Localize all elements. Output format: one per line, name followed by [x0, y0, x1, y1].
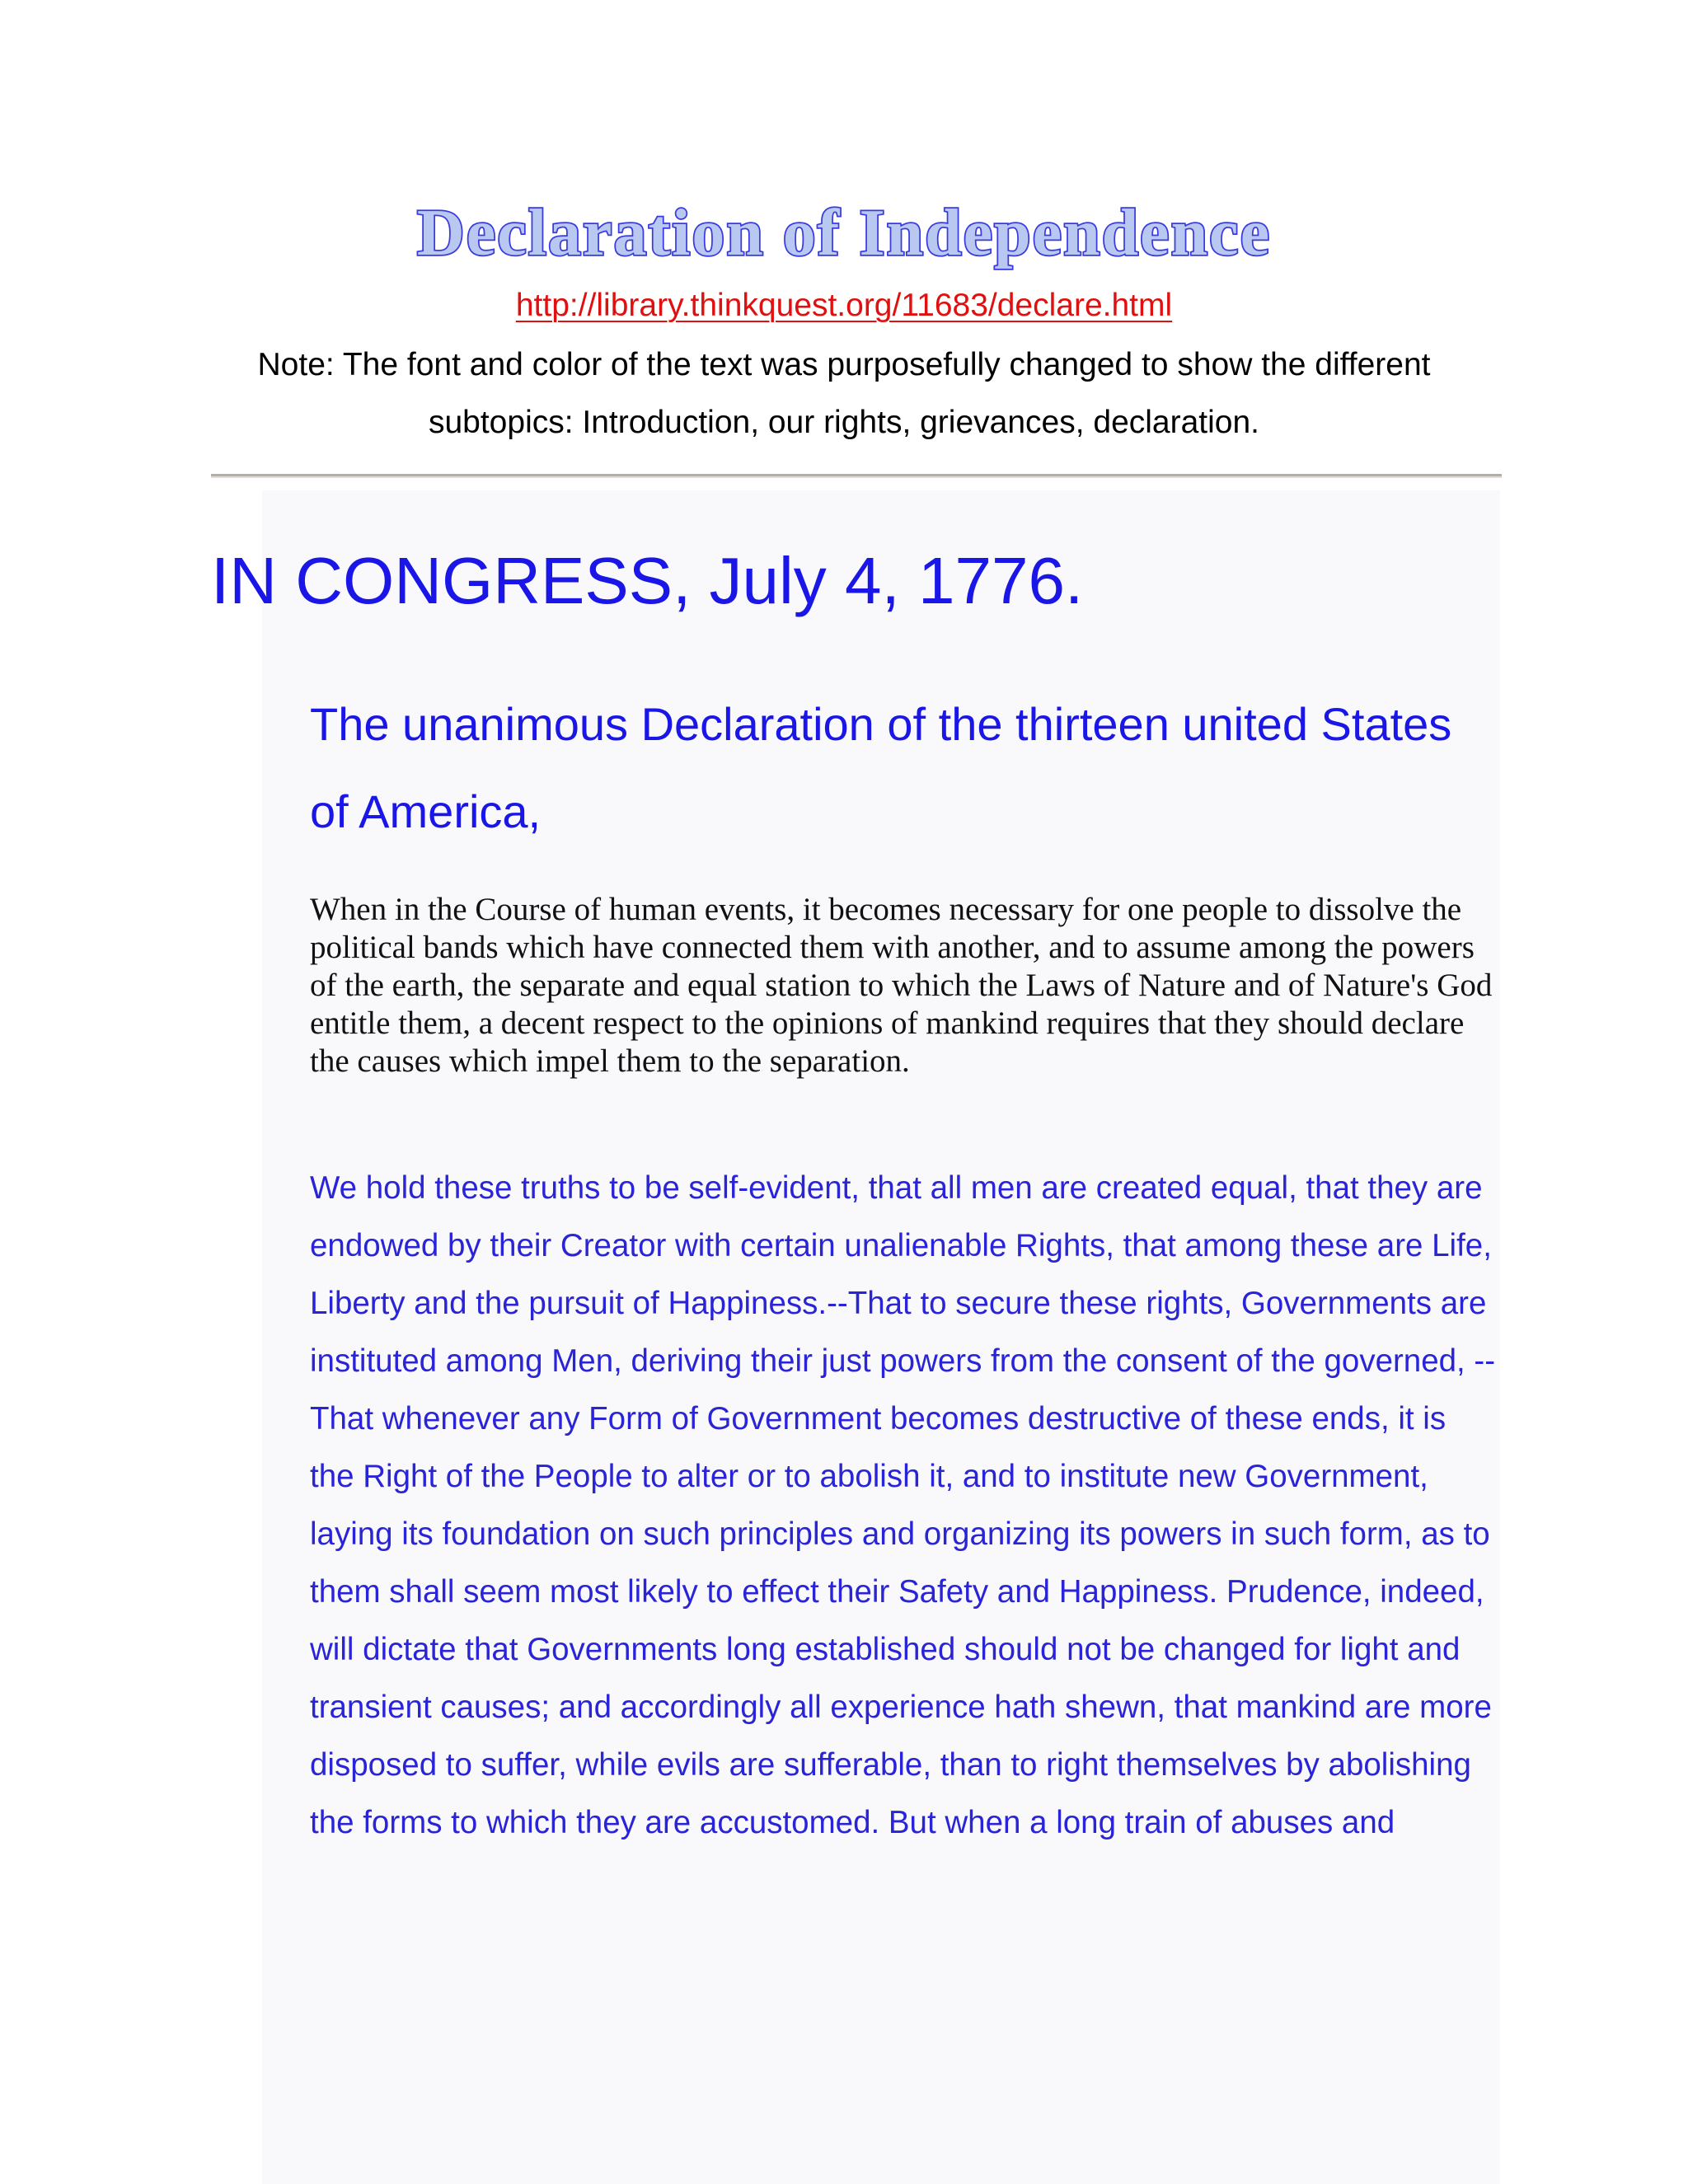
- title-banner-text: Declaration of Independence: [416, 197, 1272, 269]
- introduction-paragraph: When in the Course of human events, it becomes necessary for one people to dissolve the political bands which have connected them with another, and to assume among the powers of the earth, the separate and equal station to which the Laws of Nature and of Nature's God entitle them, a decent respect to the opinions of mankind requires that they should declare the causes which impel them to the separation.: [310, 892, 1493, 1079]
- title-banner: [0, 194, 1688, 276]
- page-title: IN CONGRESS, July 4, 1776.: [211, 544, 1084, 617]
- source-link[interactable]: http://library.thinkquest.org/11683/declare.html: [515, 288, 1173, 323]
- horizontal-divider: [211, 474, 1502, 478]
- title-banner-logo: [415, 194, 1273, 276]
- declaration-subtitle: The unanimous Declaration of the thirteen united States of America,: [310, 698, 1452, 837]
- rights-paragraph: We hold these truths to be self-evident, that all men are created equal, that they are endowed by their Creator with certain unalienable Rights, that among these are Life, Liberty and the pursuit of Happiness.--That to secure these rights, Governments are instituted among Men, deriving their just powers from the consent of the governed, --That whenever any Form of Government becomes destructive of these ends, it is the Right of the People to alter or to abolish it, and to institute new Government, laying its foundation on such principles and organizing its powers in such form, as to them shall seem most likely to effect their Safety and Happiness. Prudence, indeed, will dictate that Governments long established should not be changed for light and transient causes; and accordingly all experience hath shewn, that mankind are more disposed to suffer, while evils are sufferable, than to right themselves by abolishing the forms to which they are accustomed. But when a long train of abuses and: [310, 1170, 1496, 1840]
- note-text: Note: The font and color of the text was purposefully changed to show the different subtopics: Introduction, our rights, grievances, declaration.: [257, 347, 1431, 440]
